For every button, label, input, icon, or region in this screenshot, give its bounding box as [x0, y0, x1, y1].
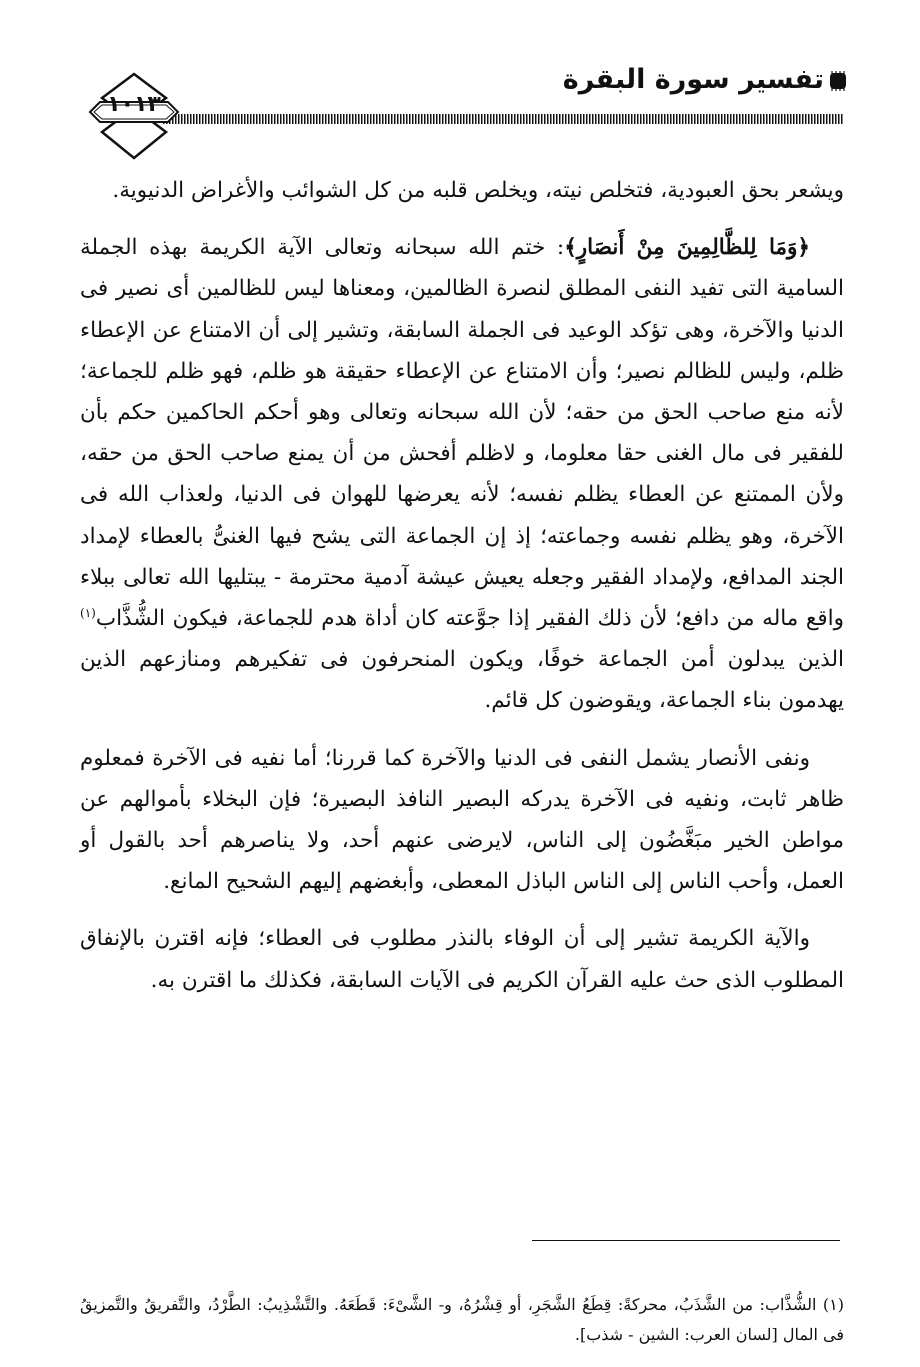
- paragraph: والآية الكريمة تشير إلى أن الوفاء بالنذر مطلوب فى العطاء؛ فإنه اقترن بالإنفاق المطلوب الذى حث عليه القرآن الكريم فى الآيات السابقة، فكذلك ما اقترن به.: [80, 926, 844, 993]
- paragraph-text: : ختم الله سبحانه وتعالى الآية الكريمة بهذه الجملة السامية التى تفيد النفى المطلق لنصرة الظالمين، ومعناها ليس للظالمين أى نصير فى الدنيا والآخرة، وهى تؤكد الوعيد فى الجملة السابقة، وتشير إلى أن الامتناع عن الإعطاء ظلم، وليس للظالم نصير؛ وأن الامتناع عن الإعطاء حقيقة هو ظلم، فهو ظلم للجماعة؛ لأنه منع صاحب الحق من حقه؛ لأن الله سبحانه وتعالى وهو أحكم الحاكمين حكم بأن للفقير فى مال الغنى حقا معلوما، و لاظلم أفحش من أن يمنع صاحب الحق من حقه، ولأن الممتنع عن العطاء يظلم نفسه؛ لأنه يعرضها للهوان فى الدنيا، ولعذاب الله فى الآخرة، وهو يظلم نفسه وجماعته؛ إذ إن الجماعة التى يشح فيها الغنىُّ بالعطاء لإمداد الجند المدافع، ولإمداد الفقير وجعله يعيش عيشة آدمية محترمة - يبتليها الله تعالى ببلاء واقع ماله من دافع؛ لأن ذلك الفقير إذا جوَّعته كان أداة هدم للجماعة، فيكون الشُّذَّاب: [80, 235, 844, 632]
- paragraph-text: الذين يبدلون أمن الجماعة خوفًا، ويكون المنحرفون فى تفكيرهم ومنازعهم الذين يهدمون بناء الجماعة، ويقوضون كل قائم.: [80, 647, 844, 714]
- body-text: [80, 170, 844, 1001]
- paragraph: ويشعر بحق العبودية، فتخلص نيته، ويخلص قلبه من كل الشوائب والأغراض الدنيوية.: [112, 178, 844, 203]
- quran-verse: ﴿وَمَا لِلظَّالِمِينَ مِنْ أَنصَارٍ﴾: [564, 235, 810, 261]
- ornament-icon: [828, 70, 848, 92]
- footnote-divider: [532, 1240, 840, 1241]
- page-number: ١٠١٣: [107, 92, 161, 117]
- running-title: تفسير سورة البقرة: [562, 64, 824, 95]
- paragraph: ونفى الأنصار يشمل النفى فى الدنيا والآخرة كما قررنا؛ أما نفيه فى الآخرة فمعلوم ظاهر ثابت، ونفيه فى الآخرة يدركه البصير النافذ البصيرة؛ فإن البخلاء بأموالهم عن مواطن الخير مبَغَّضُون إلى الناس، لايرضى عنهم أحد، ولا يناصرهم أحد بالقول أو العمل، وأحب الناس إلى الناس الباذل المعطى، وأبغضهم إليهم الشحيح المانع.: [80, 745, 844, 895]
- footnote: (١) الشُّذَّاب: من الشَّذَبُ، محركةً: قِطَعُ الشَّجَرِ، أو قِشْرُهُ، و- الشَّىْءَ: قَطَعَهُ. والتَّشْذِيبُ: الطَّرْدُ، والتَّفريقُ والتَّمزيقُ فى المال [لسان العرب: الشين - شذب].: [80, 1295, 844, 1344]
- paragraph: [80, 227, 844, 721]
- footnote-reference[interactable]: (١): [80, 605, 96, 620]
- header-rule: [163, 114, 844, 124]
